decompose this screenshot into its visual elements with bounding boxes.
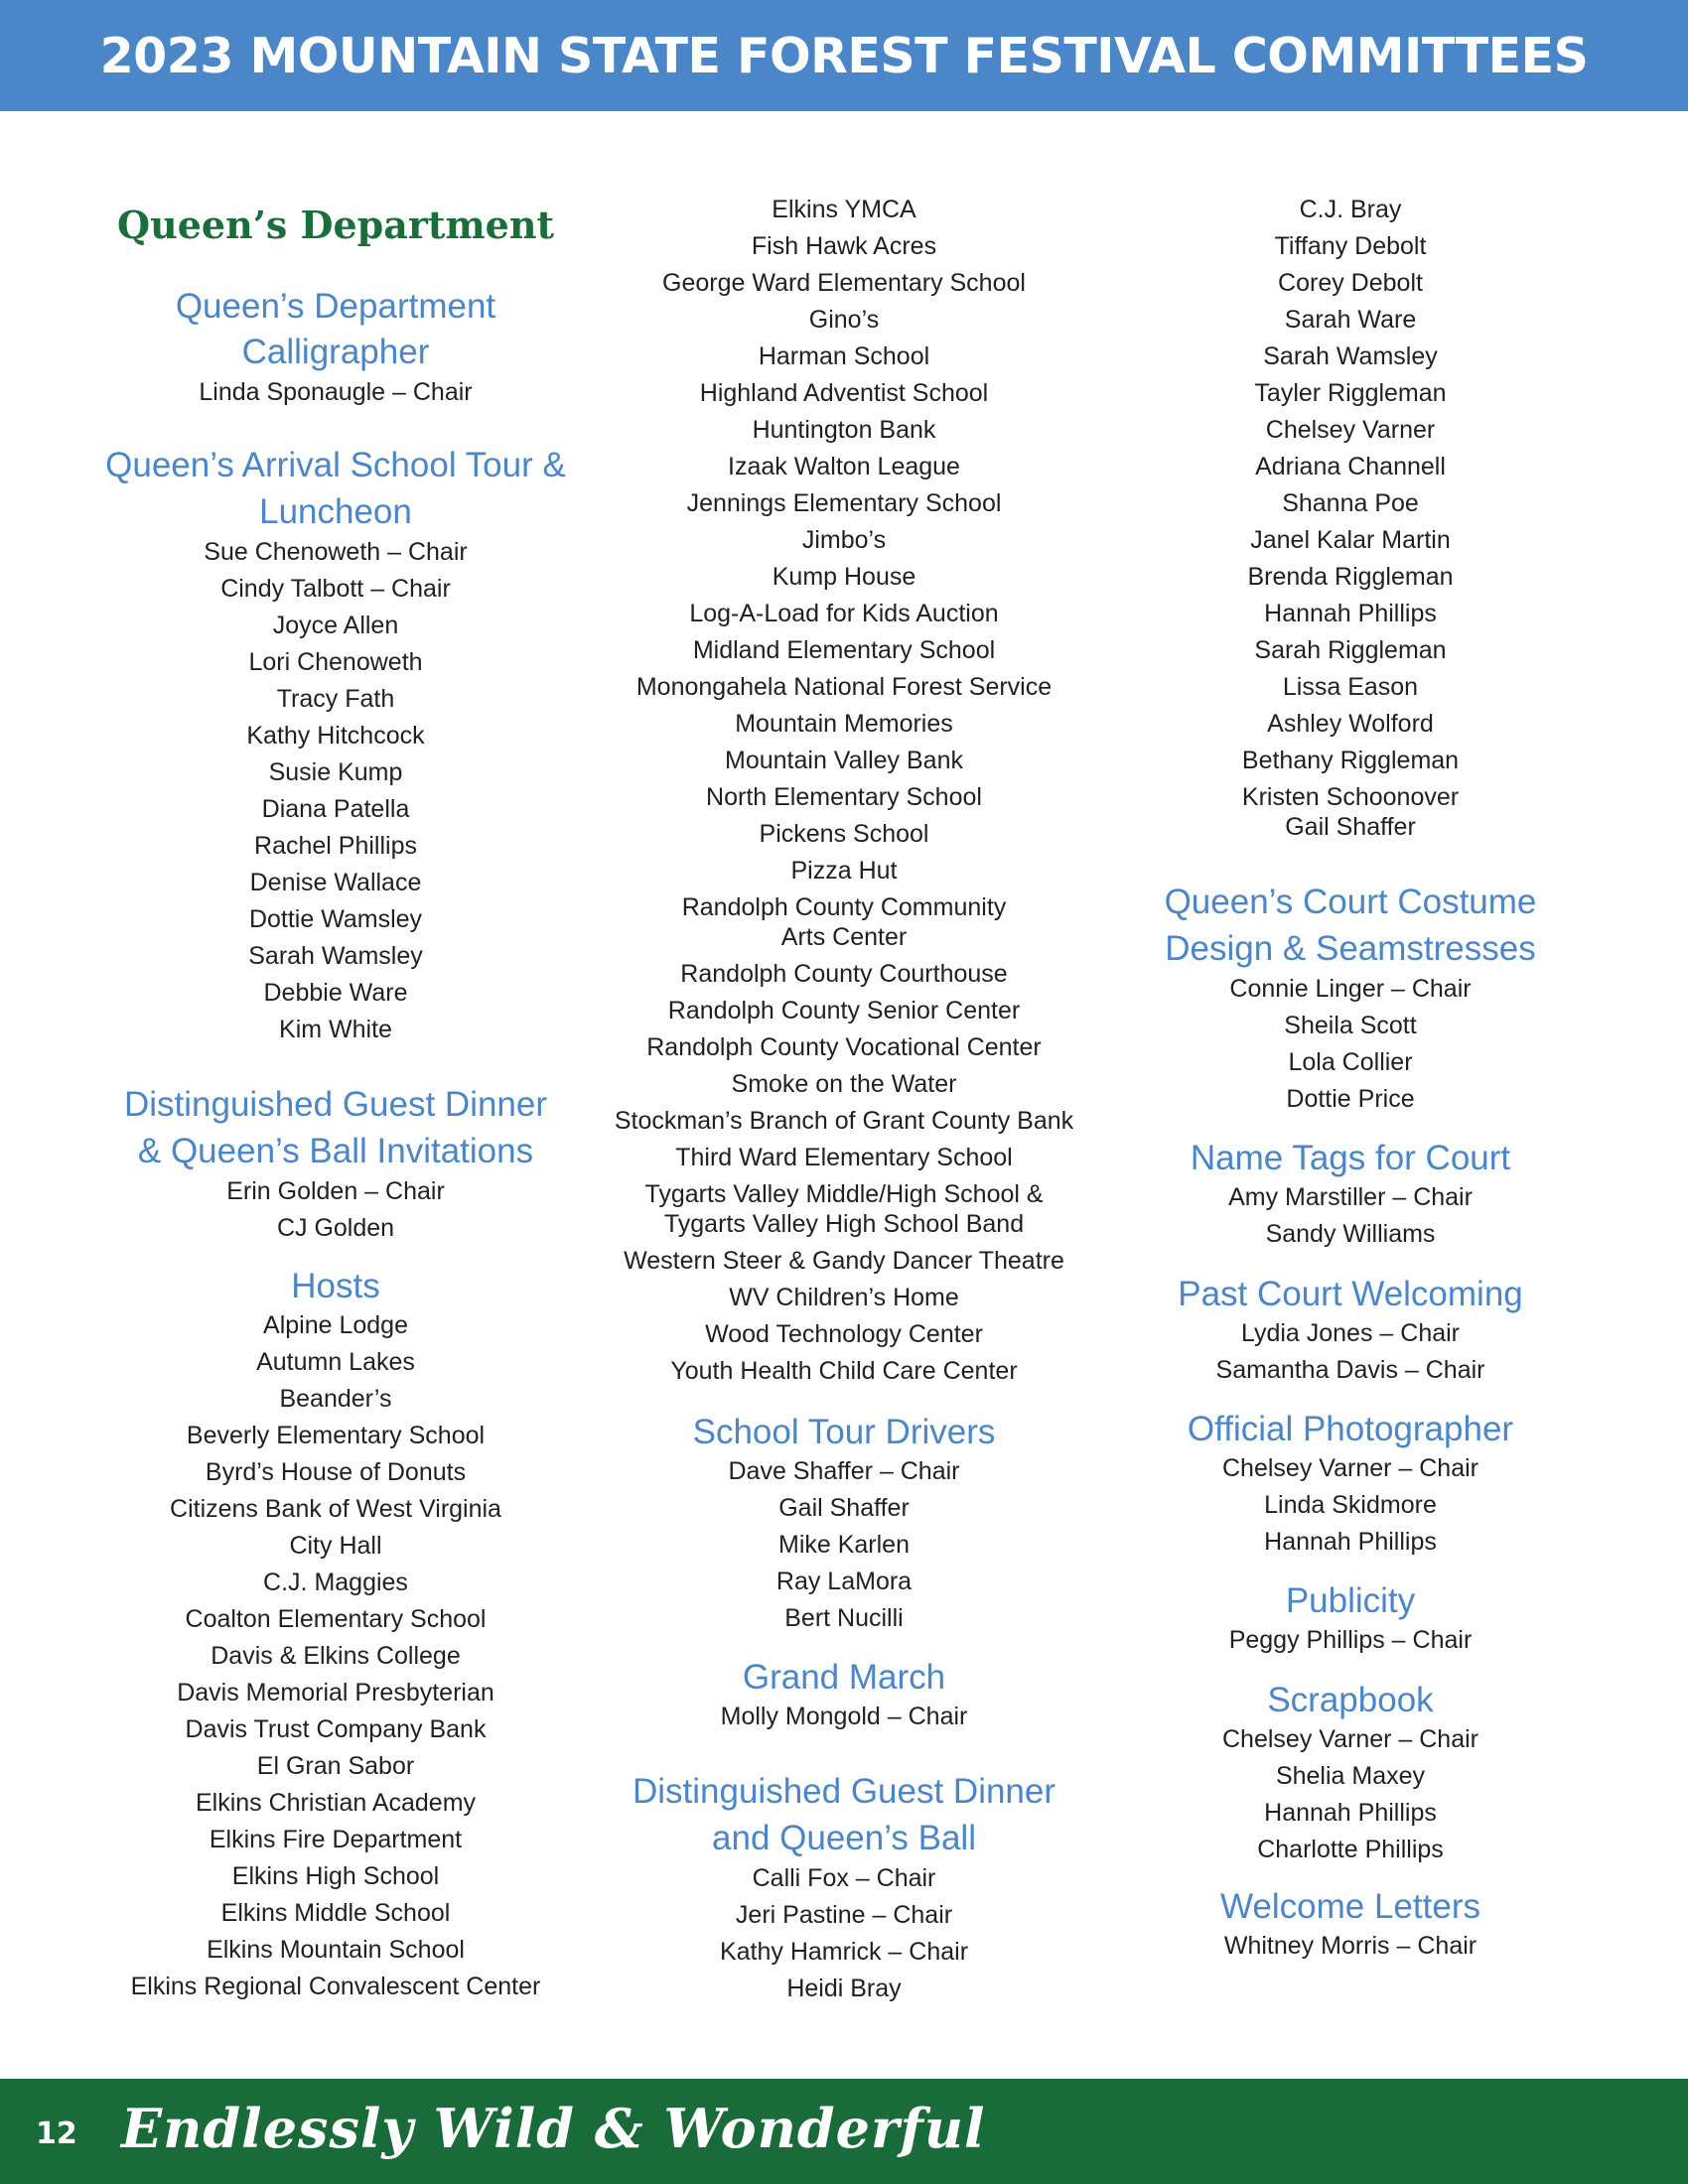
- committee-member: City Hall: [289, 1532, 382, 1560]
- section-heading: & Queen’s Ball Invitations: [137, 1132, 534, 1170]
- committee-member: Highland Adventist School: [699, 379, 989, 407]
- committee-member: Erin Golden – Chair: [226, 1177, 445, 1205]
- committee-member: Stockman’s Branch of Grant County Bank: [614, 1107, 1074, 1135]
- committee-member: Arts Center: [780, 923, 908, 951]
- section-heading: Official Photographer: [1187, 1410, 1514, 1448]
- committee-member: Smoke on the Water: [731, 1070, 957, 1098]
- committee-member: Denise Wallace: [249, 869, 422, 896]
- committee-member: Elkins Fire Department: [209, 1826, 463, 1853]
- committee-member: Diana Patella: [261, 795, 410, 823]
- committee-member: Shanna Poe: [1282, 489, 1419, 517]
- committee-member: Heidi Bray: [786, 1975, 902, 2002]
- committee-member: Gino’s: [808, 306, 880, 334]
- section-heading: Grand March: [742, 1658, 946, 1697]
- committee-member: Elkins Christian Academy: [195, 1789, 477, 1817]
- committee-member: Linda Skidmore: [1264, 1491, 1437, 1519]
- committee-member: Peggy Phillips – Chair: [1228, 1626, 1473, 1654]
- section-heading: Name Tags for Court: [1190, 1139, 1511, 1177]
- section-heading: School Tour Drivers: [692, 1413, 996, 1451]
- committee-member: Linda Sponaugle – Chair: [199, 378, 473, 406]
- committee-member: Calli Fox – Chair: [752, 1864, 936, 1892]
- section-heading: Queen’s Arrival School Tour &: [105, 446, 566, 484]
- committee-member: Bethany Riggleman: [1241, 747, 1460, 774]
- section-heading: Publicity: [1285, 1581, 1416, 1620]
- committee-member: Susie Kump: [268, 758, 403, 786]
- committee-member: Hannah Phillips: [1264, 1528, 1437, 1556]
- section-heading: Distinguished Guest Dinner: [632, 1772, 1056, 1811]
- committee-member: Gail Shaffer: [1285, 813, 1416, 841]
- committee-member: Randolph County Community: [681, 893, 1007, 921]
- committee-member: Gail Shaffer: [778, 1494, 910, 1522]
- committee-member: El Gran Sabor: [256, 1752, 415, 1780]
- committee-member: Jimbo’s: [801, 526, 887, 554]
- committee-member: Chelsey Varner: [1265, 416, 1436, 444]
- committee-member: Kristen Schoonover: [1241, 783, 1460, 811]
- committee-member: Alpine Lodge: [263, 1311, 408, 1339]
- committee-member: Cindy Talbott – Chair: [220, 575, 451, 603]
- section-heading: Queen’s Department: [175, 287, 496, 326]
- committee-member: Sandy Williams: [1265, 1220, 1436, 1248]
- committee-member: Lissa Eason: [1282, 673, 1419, 701]
- committee-member: WV Children’s Home: [729, 1284, 959, 1311]
- committee-member: Sue Chenoweth – Chair: [204, 538, 468, 566]
- committee-member: Western Steer & Gandy Dancer Theatre: [624, 1247, 1064, 1275]
- section-heading: Luncheon: [259, 492, 412, 531]
- committee-member: Sarah Wamsley: [1263, 342, 1438, 370]
- committee-member: Chelsey Varner – Chair: [1222, 1454, 1478, 1482]
- section-heading: Design & Seamstresses: [1165, 929, 1536, 968]
- committee-member: Samantha Davis – Chair: [1215, 1356, 1485, 1384]
- committee-member: Third Ward Elementary School: [675, 1144, 1013, 1171]
- committee-member: Amy Marstiller – Chair: [1228, 1183, 1473, 1211]
- committee-member: Kump House: [772, 563, 916, 591]
- committee-member: Jennings Elementary School: [686, 489, 1002, 517]
- committee-member: Byrd’s House of Donuts: [205, 1458, 467, 1486]
- committee-member: Randolph County Courthouse: [680, 960, 1008, 988]
- committee-member: Ray LaMora: [775, 1568, 913, 1595]
- committee-member: Randolph County Vocational Center: [646, 1033, 1042, 1061]
- committee-member: Jeri Pastine – Chair: [735, 1901, 953, 1929]
- committee-member: Sheila Scott: [1284, 1012, 1417, 1039]
- section-heading: Past Court Welcoming: [1178, 1275, 1523, 1313]
- committee-member: Connie Linger – Chair: [1229, 975, 1472, 1003]
- committee-member: Adriana Channell: [1255, 453, 1446, 480]
- committee-member: Dottie Wamsley: [248, 905, 423, 933]
- committee-member: Joyce Allen: [272, 612, 399, 639]
- committee-member: Harman School: [758, 342, 930, 370]
- page-number: 12: [36, 2116, 77, 2151]
- committee-member: Lori Chenoweth: [248, 648, 423, 676]
- committee-member: Beander’s: [279, 1385, 392, 1413]
- committee-member: Shelia Maxey: [1275, 1762, 1426, 1790]
- section-heading: Distinguished Guest Dinner: [123, 1085, 548, 1124]
- committee-member: Tayler Riggleman: [1254, 379, 1447, 407]
- committee-member: Davis Trust Company Bank: [185, 1715, 487, 1743]
- section-heading: Queen’s Court Costume: [1164, 883, 1537, 921]
- section-heading: Welcome Letters: [1220, 1887, 1480, 1926]
- committee-member: Citizens Bank of West Virginia: [170, 1495, 501, 1523]
- committee-member: Davis Memorial Presbyterian: [177, 1679, 494, 1706]
- footer-bar: [0, 2079, 1688, 2184]
- committee-member: Midland Elementary School: [692, 636, 996, 664]
- committee-member: CJ Golden: [276, 1214, 395, 1242]
- committee-member: Corey Debolt: [1278, 269, 1423, 297]
- committee-member: Sarah Ware: [1284, 306, 1417, 334]
- committee-member: Mountain Memories: [735, 710, 953, 738]
- page-title: 2023 MOUNTAIN STATE FOREST FESTIVAL COMMITTEES: [99, 27, 1589, 84]
- committee-member: Elkins Middle School: [220, 1899, 451, 1927]
- committee-member: Dave Shaffer – Chair: [728, 1457, 960, 1485]
- committee-member: Lydia Jones – Chair: [1240, 1319, 1461, 1347]
- committee-member: Sarah Wamsley: [248, 942, 423, 970]
- committee-member: Coalton Elementary School: [185, 1605, 487, 1633]
- committee-member: George Ward Elementary School: [662, 269, 1026, 297]
- committee-member: Brenda Riggleman: [1247, 563, 1454, 591]
- committee-member: Izaak Walton League: [728, 453, 960, 480]
- committee-member: Molly Mongold – Chair: [720, 1703, 968, 1730]
- committee-member: Tygarts Valley High School Band: [663, 1210, 1025, 1238]
- section-heading: Scrapbook: [1267, 1681, 1434, 1719]
- committee-member: Chelsey Varner – Chair: [1222, 1725, 1478, 1753]
- committee-member: Dottie Price: [1286, 1085, 1415, 1113]
- committee-member: Ashley Wolford: [1267, 710, 1434, 738]
- committee-member: North Elementary School: [706, 783, 982, 811]
- committee-member: Bert Nucilli: [784, 1604, 904, 1632]
- committee-member: Debbie Ware: [263, 979, 408, 1007]
- committee-member: Kathy Hitchcock: [246, 722, 425, 750]
- committee-member: Monongahela National Forest Service: [635, 673, 1053, 701]
- committee-member: Hannah Phillips: [1264, 600, 1437, 627]
- department-title: Queen’s Department: [116, 203, 555, 247]
- committee-member: Tiffany Debolt: [1274, 232, 1427, 260]
- committee-member: C.J. Bray: [1299, 196, 1402, 223]
- footer-tagline: Endlessly Wild & Wonderful: [121, 2097, 986, 2160]
- committee-member: Youth Health Child Care Center: [670, 1357, 1018, 1385]
- committee-member: Elkins YMCA: [772, 196, 916, 223]
- header-banner: [0, 0, 1688, 111]
- committee-member: Mike Karlen: [778, 1531, 910, 1559]
- committee-member: Mountain Valley Bank: [725, 747, 963, 774]
- committee-member: Tygarts Valley Middle/High School &: [644, 1180, 1044, 1208]
- section-heading: Calligrapher: [241, 333, 430, 371]
- committee-member: Tracy Fath: [276, 685, 395, 713]
- committee-member: Beverly Elementary School: [186, 1422, 486, 1449]
- committee-member: Fish Hawk Acres: [751, 232, 937, 260]
- section-heading: Hosts: [291, 1267, 380, 1305]
- committee-member: Janel Kalar Martin: [1250, 526, 1451, 554]
- committee-member: Lola Collier: [1288, 1048, 1413, 1076]
- committee-member: Kathy Hamrick – Chair: [719, 1938, 969, 1966]
- committee-member: Autumn Lakes: [256, 1348, 415, 1376]
- committee-member: C.J. Maggies: [263, 1569, 408, 1596]
- committee-member: Kim White: [279, 1016, 392, 1043]
- committee-member: Elkins High School: [231, 1862, 440, 1890]
- committee-member: Huntington Bank: [752, 416, 936, 444]
- committee-member: Wood Technology Center: [705, 1320, 983, 1348]
- committee-member: Pizza Hut: [790, 857, 898, 885]
- committee-member: Rachel Phillips: [254, 832, 417, 860]
- committee-member: Elkins Regional Convalescent Center: [130, 1973, 541, 2000]
- committee-member: Sarah Riggleman: [1254, 636, 1447, 664]
- committee-member: Pickens School: [759, 820, 929, 848]
- committee-member: Charlotte Phillips: [1257, 1836, 1444, 1863]
- committee-member: Elkins Mountain School: [207, 1936, 465, 1964]
- committee-member: Randolph County Senior Center: [667, 997, 1021, 1024]
- committee-member: Davis & Elkins College: [211, 1642, 461, 1670]
- section-heading: and Queen’s Ball: [712, 1819, 976, 1857]
- committee-member: Log-A-Load for Kids Auction: [689, 600, 999, 627]
- committee-member: Hannah Phillips: [1264, 1799, 1437, 1827]
- committee-member: Whitney Morris – Chair: [1223, 1932, 1477, 1960]
